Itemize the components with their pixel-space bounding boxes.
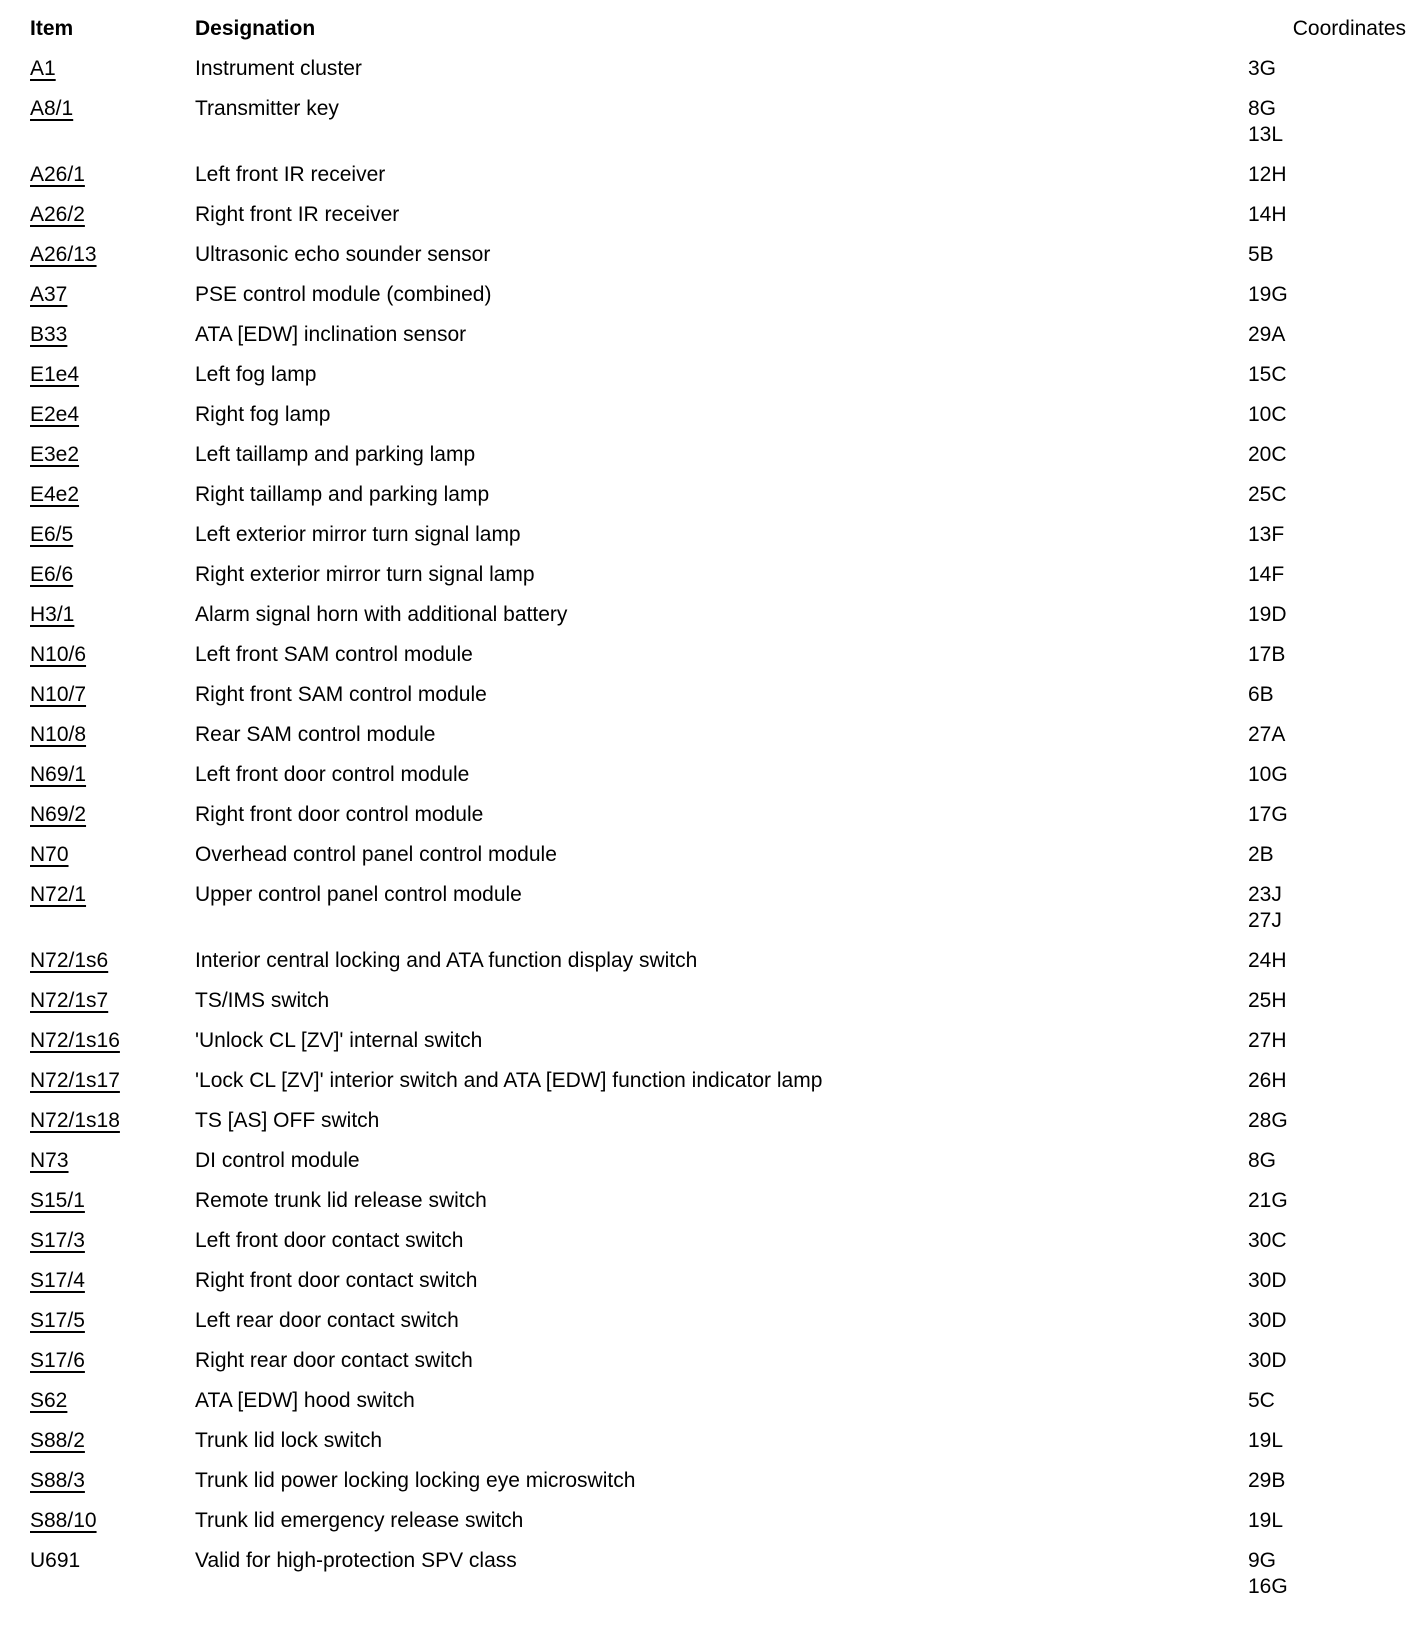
item-cell [30, 522, 195, 548]
coordinate-value: 19L [1248, 1429, 1284, 1452]
coordinates-cell [1248, 242, 1408, 268]
table-row [30, 1068, 1408, 1094]
item-cell [30, 1228, 195, 1254]
item-code-link[interactable]: B33 [30, 323, 68, 346]
item-code-link[interactable]: S62 [30, 1389, 68, 1412]
item-cell [30, 242, 195, 268]
coordinate-value: 10C [1248, 403, 1287, 426]
coordinates-cell [1248, 562, 1408, 588]
table-row [30, 1508, 1408, 1534]
coordinate-value: 25H [1248, 989, 1287, 1012]
item-code: U691 [30, 1549, 81, 1572]
table-row [30, 602, 1408, 628]
designation-text: Instrument cluster [195, 57, 362, 80]
item-cell [30, 948, 195, 974]
coordinates-cell [1248, 1268, 1408, 1294]
column-header-designation: Designation [195, 17, 316, 40]
item-code-link[interactable]: E1e4 [30, 363, 80, 386]
item-cell [30, 642, 195, 668]
table-row [30, 988, 1408, 1014]
item-code-link[interactable]: N72/1s17 [30, 1069, 120, 1092]
designation-text: Right rear door contact switch [195, 1349, 473, 1372]
coordinate-value: 21G [1248, 1189, 1288, 1212]
coordinate-value: 23J [1248, 883, 1282, 906]
table-row [30, 948, 1408, 974]
coordinate-value: 24H [1248, 949, 1287, 972]
coordinates-cell [1248, 1028, 1408, 1054]
designation-text: Left front SAM control module [195, 643, 473, 666]
designation-text: Left fog lamp [195, 363, 317, 386]
coordinates-cell [1248, 1228, 1408, 1254]
item-code-link[interactable]: N72/1s6 [30, 949, 109, 972]
coordinates-cell [1248, 642, 1408, 668]
coordinate-value: 13F [1248, 523, 1285, 546]
designation-text: ATA [EDW] inclination sensor [195, 323, 467, 346]
coordinates-cell [1248, 442, 1408, 468]
coordinates-cell [1248, 162, 1408, 188]
designation-text: Ultrasonic echo sounder sensor [195, 243, 491, 266]
table-header [30, 16, 1408, 42]
coordinate-value: 30C [1248, 1229, 1287, 1252]
item-cell [30, 1188, 195, 1214]
column-header-coordinates: Coordinates [1292, 17, 1406, 40]
table-row [30, 682, 1408, 708]
designation-text: Right front IR receiver [195, 203, 400, 226]
coordinates-cell [1248, 602, 1408, 628]
designation-text: Left taillamp and parking lamp [195, 443, 476, 466]
designation-text: TS [AS] OFF switch [195, 1109, 380, 1132]
designation-text: ATA [EDW] hood switch [195, 1389, 415, 1412]
coordinates-cell [1248, 282, 1408, 308]
designation-text: Remote trunk lid release switch [195, 1189, 487, 1212]
item-cell [30, 362, 195, 388]
designation-text: Left rear door contact switch [195, 1309, 459, 1332]
designation-text: 'Unlock CL [ZV]' internal switch [195, 1029, 483, 1052]
designation-text: Right front SAM control module [195, 683, 487, 706]
item-cell [30, 202, 195, 228]
table-row [30, 1108, 1408, 1134]
item-cell [30, 1148, 195, 1174]
coordinate-value: 6B [1248, 683, 1274, 706]
table-body [30, 56, 1408, 1600]
table-row [30, 562, 1408, 588]
coordinate-value: 20C [1248, 443, 1287, 466]
coordinates-cell [1248, 1148, 1408, 1174]
table-row [30, 522, 1408, 548]
coordinates-cell [1248, 1468, 1408, 1494]
coordinate-value: 2B [1248, 843, 1274, 866]
item-cell [30, 96, 195, 122]
item-cell [30, 1268, 195, 1294]
item-cell [30, 1508, 195, 1534]
item-code-link[interactable]: N10/6 [30, 643, 87, 666]
table-row [30, 282, 1408, 308]
item-code-link[interactable]: N72/1 [30, 883, 87, 906]
coordinate-value: 25C [1248, 483, 1287, 506]
coordinates-cell [1248, 1068, 1408, 1094]
designation-text: Upper control panel control module [195, 883, 522, 906]
item-code-link[interactable]: A37 [30, 283, 68, 306]
item-code-link[interactable]: N70 [30, 843, 69, 866]
item-code-link[interactable]: N69/1 [30, 763, 87, 786]
coordinates-cell [1248, 1388, 1408, 1414]
coordinate-value: 30D [1248, 1349, 1287, 1372]
coordinates-cell [1248, 948, 1408, 974]
item-code-link[interactable]: N73 [30, 1149, 69, 1172]
coordinate-value: 27H [1248, 1029, 1287, 1052]
coordinates-cell [1248, 362, 1408, 388]
item-code-link[interactable]: N69/2 [30, 803, 87, 826]
designation-text: DI control module [195, 1149, 360, 1172]
designation-text: Rear SAM control module [195, 723, 436, 746]
coordinate-value: 14F [1248, 563, 1285, 586]
table-row [30, 1428, 1408, 1454]
table-row [30, 1308, 1408, 1334]
table-row [30, 1228, 1408, 1254]
table-row [30, 1188, 1408, 1214]
coordinate-value: 17G [1248, 803, 1288, 826]
designation-text: Left front IR receiver [195, 163, 386, 186]
item-cell [30, 762, 195, 788]
coordinates-cell [1248, 1508, 1408, 1534]
coordinate-value: 5B [1248, 243, 1274, 266]
coordinate-value: 29B [1248, 1469, 1286, 1492]
table-row [30, 402, 1408, 428]
coordinates-cell [1248, 722, 1408, 748]
item-cell [30, 282, 195, 308]
item-cell [30, 988, 195, 1014]
table-row [30, 1148, 1408, 1174]
table-row [30, 482, 1408, 508]
table-row [30, 322, 1408, 348]
table-row [30, 1548, 1408, 1600]
item-code-link[interactable]: E6/6 [30, 563, 74, 586]
item-code-link[interactable]: N72/1s16 [30, 1029, 120, 1052]
coordinates-cell [1248, 842, 1408, 868]
item-cell [30, 682, 195, 708]
coordinates-cell [1248, 1548, 1408, 1600]
item-code-link[interactable]: E2e4 [30, 403, 80, 426]
item-code-link[interactable]: N72/1s7 [30, 989, 109, 1012]
designation-text: Interior central locking and ATA function display switch [195, 949, 698, 972]
item-code-link[interactable]: A1 [30, 57, 56, 80]
item-cell [30, 1068, 195, 1094]
item-code-link[interactable]: A26/1 [30, 163, 85, 186]
item-code-link[interactable]: S17/5 [30, 1309, 85, 1332]
coordinate-value: 13L [1248, 123, 1284, 146]
item-cell [30, 1028, 195, 1054]
coordinates-cell [1248, 802, 1408, 828]
table-row [30, 96, 1408, 148]
coordinate-value: 8G [1248, 1149, 1277, 1172]
designation-text: TS/IMS switch [195, 989, 330, 1012]
table-row [30, 1028, 1408, 1054]
item-code-link[interactable]: N10/8 [30, 723, 87, 746]
coordinates-cell [1248, 402, 1408, 428]
item-cell [30, 562, 195, 588]
item-cell [30, 322, 195, 348]
table-row [30, 442, 1408, 468]
column-header-item: Item [30, 17, 74, 40]
coordinate-value: 9G [1248, 1549, 1277, 1572]
coordinate-value: 30D [1248, 1269, 1287, 1292]
coordinate-value: 12H [1248, 163, 1287, 186]
table-row [30, 56, 1408, 82]
table-row [30, 162, 1408, 188]
coordinate-value: 30D [1248, 1309, 1287, 1332]
table-row [30, 802, 1408, 828]
coordinates-cell [1248, 202, 1408, 228]
designation-text: Left exterior mirror turn signal lamp [195, 523, 521, 546]
coordinates-cell [1248, 882, 1408, 934]
designation-text: Right fog lamp [195, 403, 331, 426]
designation-text: Right exterior mirror turn signal lamp [195, 563, 535, 586]
item-cell [30, 1428, 195, 1454]
table-row [30, 882, 1408, 934]
designation-text: Transmitter key [195, 97, 339, 120]
item-code-link[interactable]: S17/4 [30, 1269, 85, 1292]
designation-text: Trunk lid lock switch [195, 1429, 383, 1452]
coordinates-cell [1248, 1188, 1408, 1214]
coordinate-value: 3G [1248, 57, 1277, 80]
coordinate-value: 28G [1248, 1109, 1288, 1132]
coordinate-value: 15C [1248, 363, 1287, 386]
table-row [30, 202, 1408, 228]
table-row [30, 1268, 1408, 1294]
designation-text: Right taillamp and parking lamp [195, 483, 490, 506]
designation-text: Valid for high-protection SPV class [195, 1549, 517, 1572]
table-row [30, 362, 1408, 388]
item-cell [30, 442, 195, 468]
coordinate-value: 17B [1248, 643, 1286, 666]
coordinates-cell [1248, 762, 1408, 788]
item-code-link[interactable]: H3/1 [30, 603, 75, 626]
coordinates-cell [1248, 1348, 1408, 1374]
item-code-link[interactable]: N72/1s18 [30, 1109, 120, 1132]
item-code-link[interactable]: A8/1 [30, 97, 74, 120]
designation-text: Trunk lid emergency release switch [195, 1509, 524, 1532]
coordinate-value: 5C [1248, 1389, 1275, 1412]
table-row [30, 842, 1408, 868]
coordinates-cell [1248, 1108, 1408, 1134]
item-code-link[interactable]: A26/13 [30, 243, 97, 266]
item-cell [30, 162, 195, 188]
item-cell [30, 882, 195, 908]
designation-text: Right front door control module [195, 803, 484, 826]
coordinate-value: 26H [1248, 1069, 1287, 1092]
designation-text: Right front door contact switch [195, 1269, 478, 1292]
designation-text: Overhead control panel control module [195, 843, 557, 866]
table-row [30, 1468, 1408, 1494]
table-row [30, 1388, 1408, 1414]
item-cell [30, 402, 195, 428]
item-code-link[interactable]: S88/10 [30, 1509, 97, 1532]
coordinate-value: 27J [1248, 909, 1282, 932]
item-cell [30, 1308, 195, 1334]
item-cell [30, 1108, 195, 1134]
coordinate-value: 19D [1248, 603, 1287, 626]
designation-text: PSE control module (combined) [195, 283, 492, 306]
coordinates-cell [1248, 522, 1408, 548]
item-cell [30, 482, 195, 508]
coordinate-value: 27A [1248, 723, 1286, 746]
item-cell [30, 842, 195, 868]
coordinates-cell [1248, 56, 1408, 82]
coordinate-value: 14H [1248, 203, 1287, 226]
item-cell [30, 1548, 195, 1574]
table-row [30, 642, 1408, 668]
coordinate-value: 16G [1248, 1575, 1288, 1598]
item-code-link[interactable]: S88/2 [30, 1429, 85, 1452]
item-cell [30, 1348, 195, 1374]
table-row [30, 1348, 1408, 1374]
item-cell [30, 56, 195, 82]
item-code-link[interactable]: S15/1 [30, 1189, 85, 1212]
coordinates-cell [1248, 682, 1408, 708]
table-row [30, 762, 1408, 788]
coordinate-value: 29A [1248, 323, 1286, 346]
designation-text: 'Lock CL [ZV]' interior switch and ATA [EDW] function indicator lamp [195, 1069, 823, 1092]
table-row [30, 242, 1408, 268]
coordinate-value: 8G [1248, 97, 1277, 120]
item-cell [30, 1468, 195, 1494]
item-code-link[interactable]: N10/7 [30, 683, 87, 706]
coordinate-value: 10G [1248, 763, 1288, 786]
item-code-link[interactable]: E3e2 [30, 443, 80, 466]
coordinates-cell [1248, 96, 1408, 148]
item-code-link[interactable]: E6/5 [30, 523, 74, 546]
coordinates-cell [1248, 1428, 1408, 1454]
item-code-link[interactable]: A26/2 [30, 203, 85, 226]
coordinates-cell [1248, 988, 1408, 1014]
item-code-link[interactable]: S17/3 [30, 1229, 85, 1252]
coordinate-value: 19L [1248, 1509, 1284, 1532]
coordinates-cell [1248, 1308, 1408, 1334]
table-row [30, 722, 1408, 748]
item-cell [30, 602, 195, 628]
coordinates-cell [1248, 322, 1408, 348]
item-code-link[interactable]: S17/6 [30, 1349, 85, 1372]
item-cell [30, 722, 195, 748]
designation-text: Alarm signal horn with additional battery [195, 603, 568, 626]
designation-text: Left front door control module [195, 763, 470, 786]
designation-text: Left front door contact switch [195, 1229, 464, 1252]
designation-text: Trunk lid power locking locking eye microswitch [195, 1469, 636, 1492]
coordinates-cell [1248, 482, 1408, 508]
item-code-link[interactable]: E4e2 [30, 483, 80, 506]
item-cell [30, 802, 195, 828]
item-code-link[interactable]: S88/3 [30, 1469, 85, 1492]
item-cell [30, 1388, 195, 1414]
coordinate-value: 19G [1248, 283, 1288, 306]
